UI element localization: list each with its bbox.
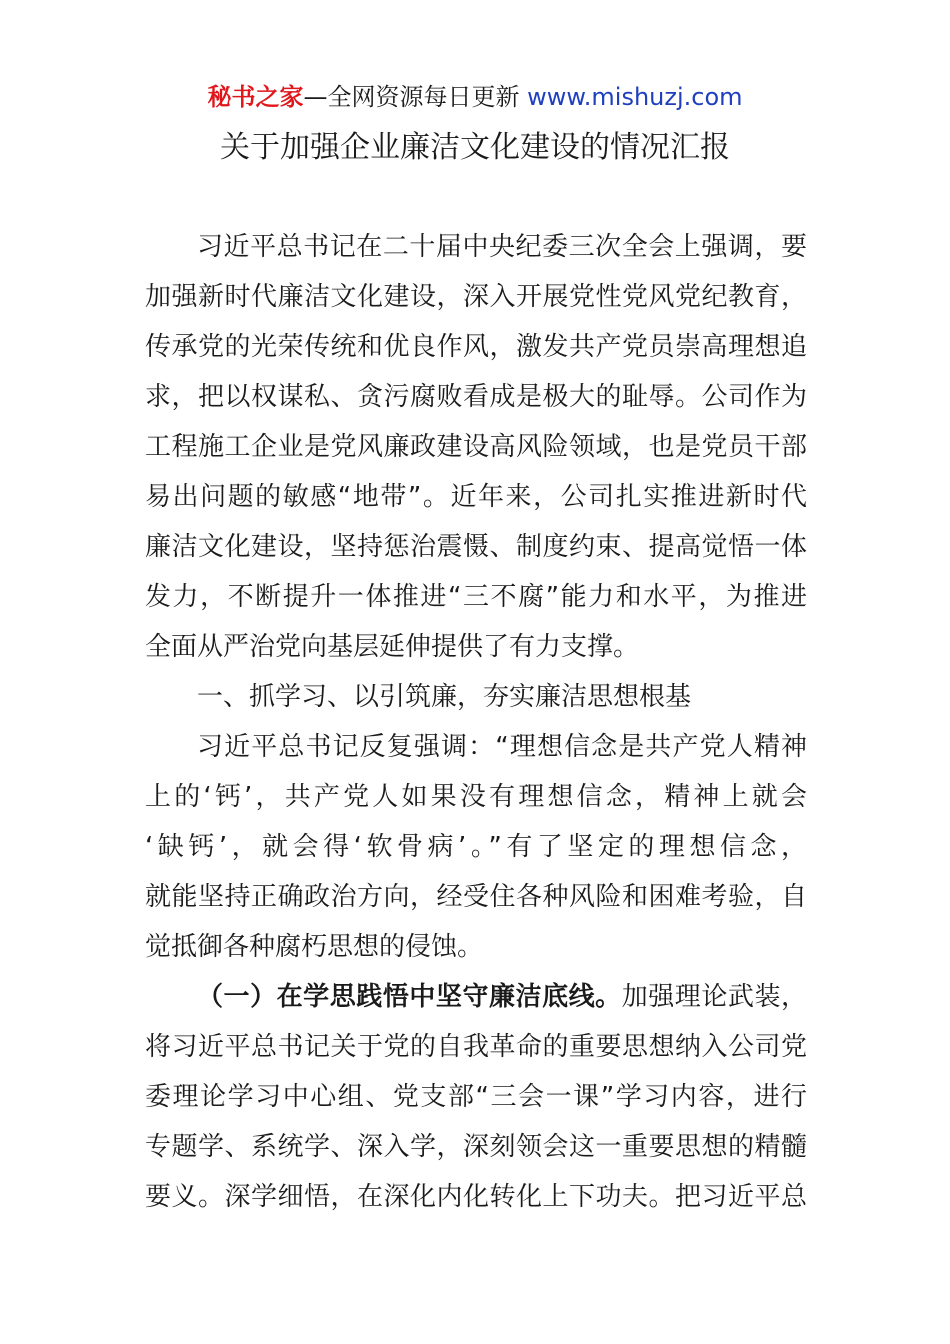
text-line	[145, 972, 807, 1022]
text-line: 廉洁文化建设，坚持惩治震慑、制度约束、提高觉悟一体	[145, 532, 807, 562]
paragraph-intro	[145, 222, 807, 672]
text-line: ‘缺钙’，就会得‘软骨病’。”有了坚定的理想信念，	[145, 832, 807, 862]
text-line: 发力，不断提升一体推进“三不腐”能力和水平，为推进	[145, 582, 807, 612]
text-line: 习近平总书记在二十届中央纪委三次全会上强调，要	[197, 232, 807, 262]
subsection-heading: （一）在学思践悟中坚守廉洁底线。	[197, 982, 622, 1012]
document-title: 关于加强企业廉洁文化建设的情况汇报	[220, 130, 730, 165]
text-line: 求，把以权谋私、贪污腐败看成是极大的耻辱。公司作为	[145, 382, 807, 412]
text-line: 觉抵御各种腐朽思想的侵蚀。	[145, 932, 484, 962]
site-url-link[interactable]: www.mishuzj.com	[527, 83, 743, 111]
document-body	[145, 222, 807, 1222]
text-line: 加强新时代廉洁文化建设，深入开展党性党风党纪教育，	[145, 282, 807, 312]
paragraph-subsection-1	[145, 972, 807, 1222]
text-line: 习近平总书记反复强调：“理想信念是共产党人精神	[197, 732, 807, 762]
text-line: 一、抓学习、以引筑廉，夯实廉洁思想根基	[197, 682, 692, 712]
site-header	[0, 80, 950, 114]
text-line: 委理论学习中心组、党支部“三会一课”学习内容，进行	[145, 1082, 807, 1112]
text-line: 要义。深学细悟，在深化内化转化上下功夫。把习近平总	[145, 1182, 807, 1212]
text-run: 加强理论武装，	[621, 982, 807, 1012]
paragraph-quote	[145, 722, 807, 972]
section-heading-1	[145, 672, 807, 722]
text-line: 传承党的光荣传统和优良作风，激发共产党员崇高理想追	[145, 332, 807, 362]
text-line: 将习近平总书记关于党的自我革命的重要思想纳入公司党	[145, 1032, 807, 1062]
text-line: 专题学、系统学、深入学，深刻领会这一重要思想的精髓	[145, 1132, 807, 1162]
text-line: 就能坚持正确政治方向，经受住各种风险和困难考验，自	[145, 882, 807, 912]
text-line: 全面从严治党向基层延伸提供了有力支撑。	[145, 632, 640, 662]
site-brand: 秘书之家	[207, 83, 304, 111]
site-slogan: —全网资源每日更新	[303, 83, 528, 111]
text-line: 工程施工企业是党风廉政建设高风险领域，也是党员干部	[145, 432, 807, 462]
text-line: 上的‘钙’，共产党人如果没有理想信念，精神上就会	[145, 782, 807, 812]
text-line: 易出问题的敏感“地带”。近年来，公司扎实推进新时代	[145, 482, 807, 512]
